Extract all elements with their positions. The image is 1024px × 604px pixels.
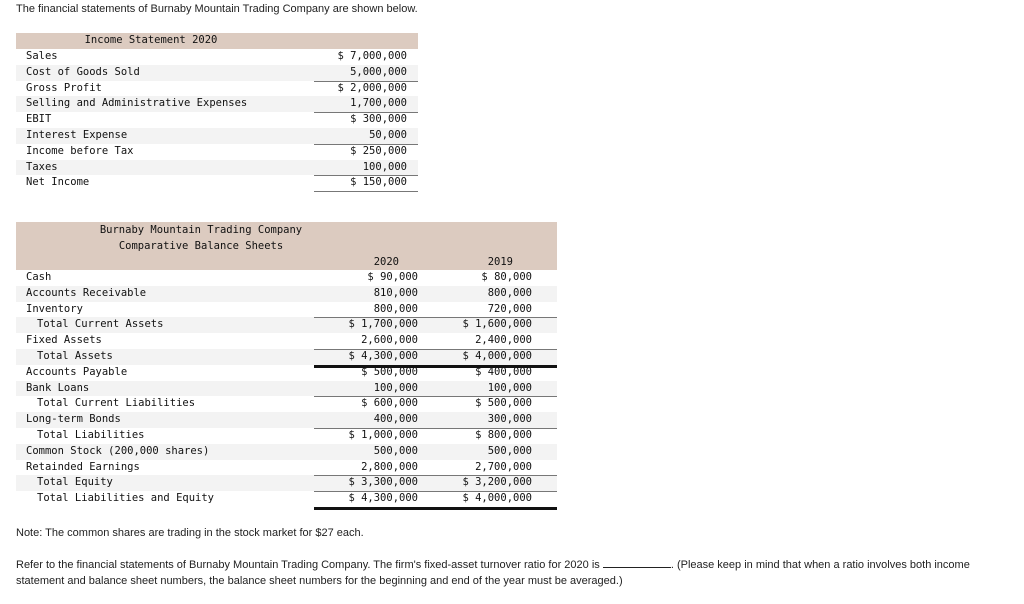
subtotal-rule — [314, 428, 557, 429]
column-header-2020: 2020 — [373, 256, 399, 268]
value-2020: 2,800,000 — [361, 460, 418, 473]
value-2020: 500,000 — [373, 444, 418, 457]
total-double-rule — [314, 507, 557, 510]
table-row — [16, 444, 557, 460]
row-value: 50,000 — [369, 128, 407, 141]
row-value: $ 2,000,000 — [337, 81, 407, 94]
table-row — [16, 381, 557, 397]
row-label: Selling and Administrative Expenses — [26, 97, 248, 110]
balance-sheet-header — [16, 222, 557, 270]
row-label: Gross Profit — [26, 81, 102, 94]
value-2020: $ 4,300,000 — [348, 349, 418, 362]
row-label: Net Income — [26, 176, 90, 189]
subtotal-rule — [314, 396, 557, 397]
table-row — [16, 144, 418, 160]
value-2019: 500,000 — [487, 444, 532, 457]
note-text: Note: The common shares are trading in the stock market for $27 each. — [16, 527, 364, 539]
question-prefix: Refer to the financial statements of Burnaby Mountain Trading Company. The firm's fixed-asset turnover ratio for 2020 is — [16, 559, 603, 571]
value-2020: $ 4,300,000 — [348, 492, 418, 505]
value-2019: $ 800,000 — [475, 428, 532, 441]
row-label: Interest Expense — [26, 128, 128, 141]
value-2019: 800,000 — [487, 286, 532, 299]
balance-sheet-table — [16, 222, 557, 507]
row-value: $ 7,000,000 — [337, 50, 407, 62]
value-2019: 100,000 — [487, 381, 532, 394]
table-row — [16, 302, 557, 318]
table-row — [16, 128, 418, 144]
table-row — [16, 475, 557, 491]
row-label: Total Liabilities — [37, 428, 145, 441]
value-2020: $ 1,700,000 — [348, 318, 418, 331]
table-row — [16, 491, 557, 507]
row-label: Accounts Payable — [26, 365, 128, 378]
row-label: Cash — [26, 271, 52, 283]
row-label: Total Equity — [37, 476, 113, 489]
value-2019: $ 1,600,000 — [462, 318, 532, 331]
row-label: Long-term Bonds — [26, 413, 121, 426]
row-label: Total Assets — [37, 349, 113, 362]
table-row — [16, 160, 418, 176]
question-suffix: . (Please keep in mind that when a ratio involves both income statement and balance sheet numbers, the balance sheet numbers for the beginning and end of the year must be averaged.) — [16, 559, 970, 587]
table-row — [16, 49, 418, 65]
table-row — [16, 270, 557, 286]
row-label: Taxes — [26, 160, 58, 173]
row-label: EBIT — [26, 113, 52, 126]
value-2019: 2,700,000 — [475, 460, 532, 473]
subtotal-rule — [314, 112, 418, 113]
value-2020: $ 600,000 — [361, 397, 418, 410]
table-row — [16, 396, 557, 412]
table-row — [16, 412, 557, 428]
value-2020: 400,000 — [373, 413, 418, 426]
row-label: Income before Tax — [26, 144, 134, 157]
table-row — [16, 65, 418, 81]
row-value: $ 300,000 — [350, 113, 407, 126]
value-2020: 800,000 — [373, 302, 418, 315]
value-2020: $ 1,000,000 — [348, 428, 418, 441]
row-label: Common Stock (200,000 shares) — [26, 444, 210, 457]
subtotal-rule — [314, 144, 418, 145]
subtotal-rule — [314, 175, 418, 176]
row-value: 5,000,000 — [350, 65, 407, 78]
income-statement-table — [16, 33, 418, 191]
row-value: 100,000 — [362, 160, 407, 173]
value-2019: $ 4,000,000 — [462, 349, 532, 362]
value-2020: 2,600,000 — [361, 334, 418, 347]
table-row — [16, 286, 557, 302]
balance-sheet-title: Comparative Balance Sheets — [118, 240, 284, 252]
table-row — [16, 428, 557, 444]
table-row — [16, 349, 557, 365]
row-value: 1,700,000 — [350, 97, 407, 110]
value-2020: 810,000 — [373, 286, 418, 299]
value-2019: 300,000 — [487, 413, 532, 426]
row-label: Cost of Goods Sold — [26, 65, 140, 78]
row-value: $ 250,000 — [350, 144, 407, 157]
subtotal-rule — [314, 317, 557, 318]
table-row — [16, 112, 418, 128]
row-label: Total Current Assets — [37, 318, 164, 331]
row-label: Fixed Assets — [26, 334, 102, 347]
value-2020: $ 3,300,000 — [348, 476, 418, 489]
value-2019: $ 400,000 — [475, 365, 532, 378]
value-2019: $ 3,200,000 — [462, 476, 532, 489]
subtotal-rule — [314, 81, 418, 82]
income-statement-header — [16, 33, 418, 49]
income-statement-title: Income Statement 2020 — [84, 34, 218, 46]
value-2019: $ 4,000,000 — [462, 492, 532, 505]
value-2019: $ 500,000 — [475, 397, 532, 410]
table-row — [16, 175, 418, 191]
row-label: Total Current Liabilities — [37, 397, 196, 410]
company-name: Burnaby Mountain Trading Company — [99, 224, 303, 236]
value-2020: $ 500,000 — [361, 365, 418, 378]
intro-text: The financial statements of Burnaby Mountain Trading Company are shown below. — [16, 3, 418, 15]
row-label: Retainded Earnings — [26, 460, 140, 473]
value-2019: 2,400,000 — [475, 334, 532, 347]
value-2020: 100,000 — [373, 381, 418, 394]
table-row — [16, 317, 557, 333]
value-2019: $ 80,000 — [481, 271, 532, 283]
row-label: Sales — [26, 50, 58, 62]
row-label: Inventory — [26, 302, 83, 315]
total-assets-double-rule — [314, 365, 557, 368]
subtotal-rule — [314, 349, 557, 350]
subtotal-rule — [314, 475, 557, 476]
row-label: Accounts Receivable — [26, 286, 147, 299]
table-row — [16, 81, 418, 97]
subtotal-rule — [314, 491, 557, 492]
question-text — [16, 557, 1006, 589]
total-double-rule — [314, 191, 418, 192]
row-label: Total Liabilities and Equity — [37, 492, 215, 505]
table-row — [16, 460, 557, 476]
row-label: Bank Loans — [26, 381, 90, 394]
column-header-2019: 2019 — [487, 256, 513, 268]
answer-blank[interactable] — [603, 557, 671, 568]
table-row — [16, 333, 557, 349]
value-2019: 720,000 — [487, 302, 532, 315]
row-value: $ 150,000 — [350, 176, 407, 189]
table-row — [16, 96, 418, 112]
value-2020: $ 90,000 — [367, 271, 418, 283]
